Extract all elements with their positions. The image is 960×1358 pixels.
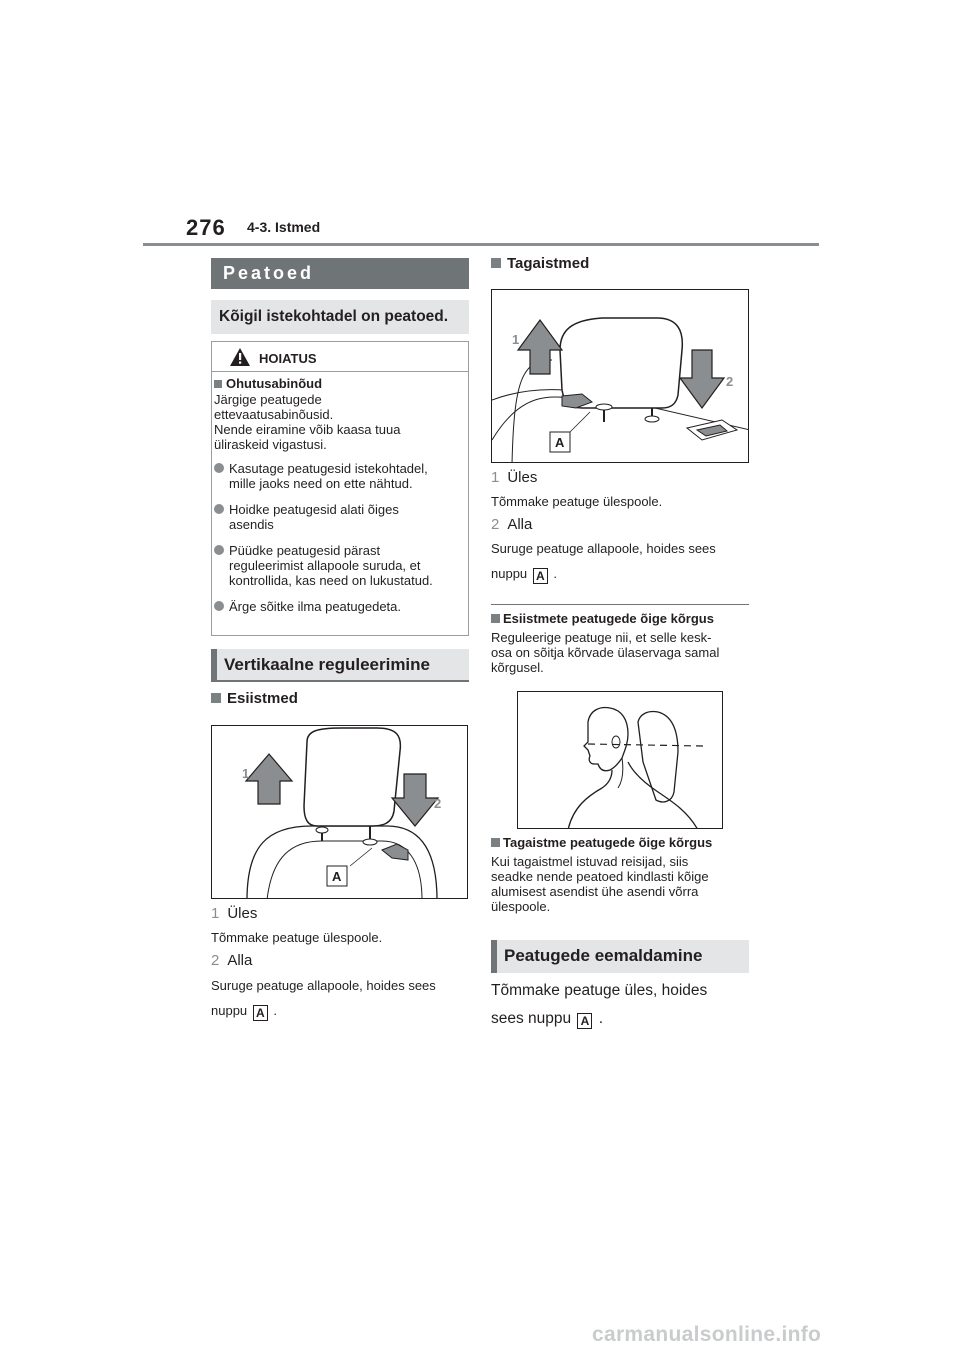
warning-body: [214, 376, 464, 614]
intro-text: Kõigil istekohtadel on peatoed.: [211, 300, 469, 334]
removal-text-line2: sees nuppu A .: [491, 1010, 604, 1028]
square-bullet-icon: [214, 380, 222, 388]
warning-heading: Ohutusabinõud: [214, 376, 464, 391]
head-height-illustration: [518, 692, 723, 829]
front-step-1: 1 Üles: [211, 905, 258, 922]
watermark: carmanualsonline.info: [592, 1323, 822, 1346]
header-divider: [143, 243, 819, 246]
front-height-text: Reguleerige peatuge nii, et selle kesk- osa on sõitja kõrvade ülaservaga samal kõrgusel.: [491, 630, 720, 675]
button-a-label: A: [332, 869, 342, 884]
rear-step-2: 2 Alla: [491, 516, 533, 533]
front-headrest-figure: [211, 725, 468, 899]
removal-heading: Peatugede eemaldamine: [491, 940, 749, 973]
front-step-2: 2 Alla: [211, 952, 253, 969]
button-a-ref: A: [533, 568, 548, 584]
rear-step-2-desc: Suruge peatuge allapoole, hoides sees: [491, 541, 716, 556]
warning-bullet: Ärge sõitke ilma peatugedeta.: [214, 599, 464, 614]
warning-bullet: Kasutage peatugesid istekohtadel, mille jaoks need on ette nähtud.: [214, 461, 464, 491]
front-step-2-desc: Suruge peatuge allapoole, hoides sees: [211, 978, 436, 993]
arrow-down-label: 2: [726, 374, 734, 389]
rear-step-1: 1 Üles: [491, 469, 538, 486]
page-title: Peatoed: [211, 258, 469, 289]
bullet-dot-icon: [214, 601, 224, 611]
square-bullet-icon: [491, 838, 500, 847]
head-height-figure: [517, 691, 723, 829]
bullet-dot-icon: [214, 463, 224, 473]
rear-step-2-desc-line2: nuppu A .: [491, 566, 558, 583]
rear-height-title: Tagaistme peatugede õige kõrgus: [491, 835, 712, 850]
square-bullet-icon: [211, 693, 221, 703]
warning-header: [212, 342, 468, 372]
bullet-dot-icon: [214, 504, 224, 514]
warning-triangle-icon: [229, 347, 251, 367]
front-seats-title: Esiistmed: [211, 690, 298, 707]
front-step-1-desc: Tõmmake peatuge ülespoole.: [211, 930, 383, 945]
section-divider: [491, 604, 749, 605]
rear-headrest-figure: [491, 289, 749, 463]
rear-headrest-illustration: [492, 290, 749, 463]
vertical-adjustment-heading: Vertikaalne reguleerimine: [211, 649, 469, 682]
rear-seats-title: Tagaistmed: [491, 255, 589, 272]
warning-bullet: Hoidke peatugesid alati õiges asendis: [214, 502, 464, 532]
warning-bullet: Püüdke peatugesid pärast reguleerimist allapoole suruda, et kontrollida, kas need on lukustatud.: [214, 543, 464, 588]
rear-height-text: Kui tagaistmel istuvad reisijad, siis seadke nende peatoed kindlasti kõige alumisest asendist ühe asendi võrra ülespoole.: [491, 854, 709, 914]
button-a-label: A: [555, 435, 565, 450]
arrow-up-label: 1: [242, 766, 250, 781]
front-step-2-desc-line2: nuppu A .: [211, 1003, 278, 1020]
warning-text: Järgige peatugede ettevaatusabinõusid. Nende eiramine võib kaasa tuua üliraskeid vigastusi.: [214, 392, 401, 452]
arrow-down-label: 2: [434, 796, 442, 811]
bullet-dot-icon: [214, 545, 224, 555]
arrow-up-label: 1: [512, 332, 520, 347]
square-bullet-icon: [491, 258, 501, 268]
square-bullet-icon: [491, 614, 500, 623]
button-a-ref: A: [577, 1013, 592, 1029]
warning-box: [211, 341, 469, 636]
warning-title: HOIATUS: [259, 351, 317, 366]
front-headrest-illustration: [212, 726, 468, 899]
rear-step-1-desc: Tõmmake peatuge ülespoole.: [491, 494, 663, 509]
front-height-title: Esiistmete peatugede õige kõrgus: [491, 611, 714, 626]
section-reference: 4-3. Istmed: [247, 219, 321, 235]
page-number: 276: [186, 215, 226, 240]
removal-text-line1: Tõmmake peatuge üles, hoides: [491, 982, 708, 999]
button-a-ref: A: [253, 1005, 268, 1021]
